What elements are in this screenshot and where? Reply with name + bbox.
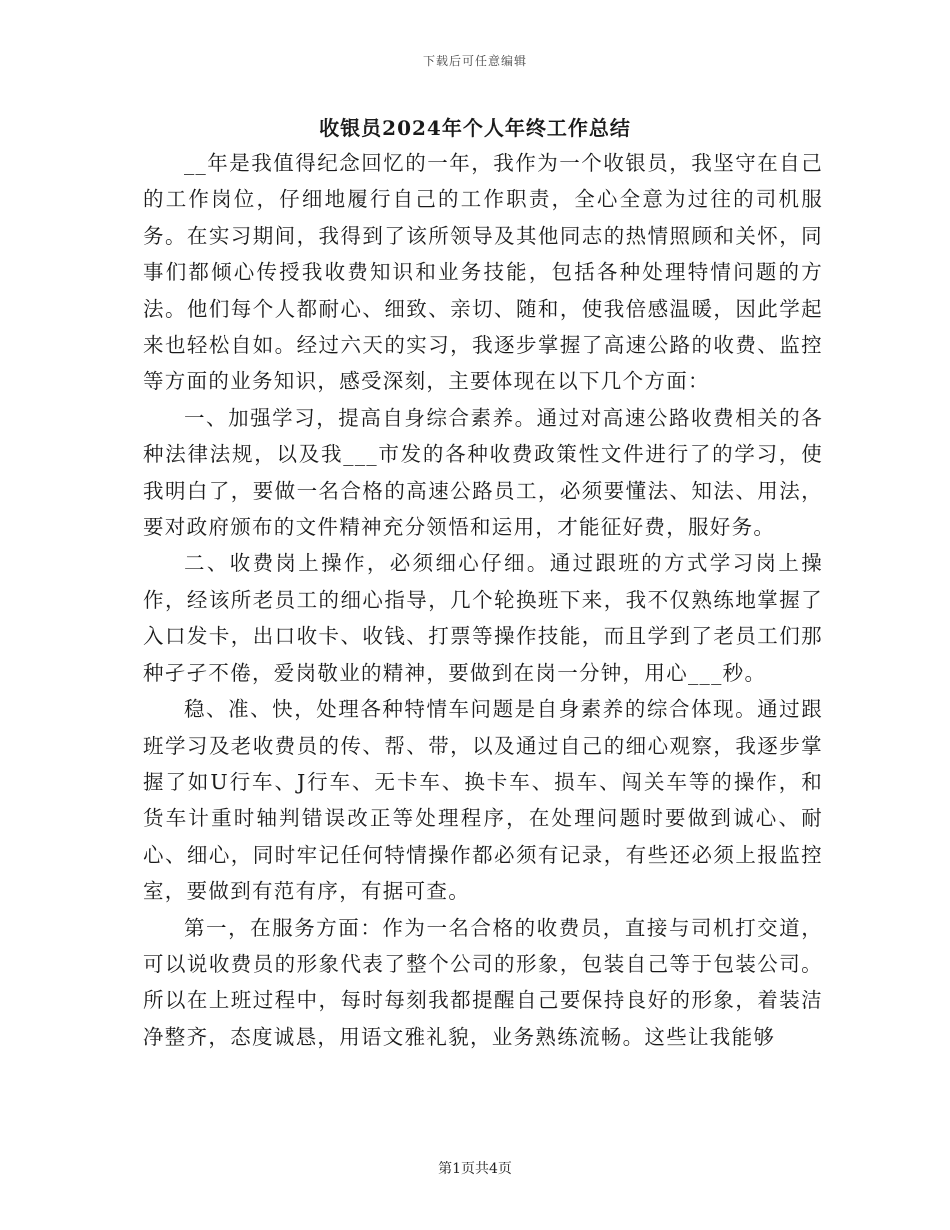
paragraph: 第一，在服务方面：作为一名合格的收费员，直接与司机打交道，可以说收费员的形象代表了整个公司的形象，包装自己等于包装公司。所以在上班过程中，每时每刻我都提醒自己要保持良好的形象，着装洁净整齐，态度诚恳，用语文雅礼貌，业务熟练流畅。这些让我能够 — [143, 915, 823, 1049]
paragraph: 稳、准、快，处理各种特情车问题是自身素养的综合体现。通过跟班学习及老收费员的传、帮、带，以及通过自己的细心观察，我逐步掌握了如U行车、J行车、无卡车、换卡车、损车、闯关车等的操作，和货车计重时轴判错误改正等处理程序，在处理问题时要做到诚心、耐心、细心，同时牢记任何特情操作都必须有记录，有些还必须上报监控室，要做到有范有序，有据可查。 — [143, 697, 823, 904]
page-number: 第1页共4页 — [438, 1161, 512, 1177]
document-title: 收银员2024年个人年终工作总结 — [319, 116, 631, 140]
document-body — [143, 145, 823, 1055]
paragraph: __年是我值得纪念回忆的一年，我作为一个收银员，我坚守在自己的工作岗位，仔细地履行自己的工作职责，全心全意为过往的司机服务。在实习期间，我得到了该所领导及其他同志的热情照顾和关怀，同事们都倾心传授我收费知识和业务技能，包括各种处理特情问题的方法。他们每个人都耐心、细致、亲切、随和，使我倍感温暖，因此学起来也轻松自如。经过六天的实习，我逐步掌握了高速公路的收费、监控等方面的业务知识，感受深刻，主要体现在以下几个方面： — [143, 151, 823, 394]
header-note: 下载后可任意编辑 — [422, 54, 527, 68]
paragraph: 二、收费岗上操作，必须细心仔细。通过跟班的方式学习岗上操作，经该所老员工的细心指导，几个轮换班下来，我不仅熟练地掌握了入口发卡，出口收卡、收钱、打票等操作技能，而且学到了老员工们那种孑孑不倦，爱岗敬业的精神，要做到在岗一分钟，用心___秒。 — [143, 551, 823, 685]
paragraph: 一、加强学习，提高自身综合素养。通过对高速公路收费相关的各种法律法规，以及我___市发的各种收费政策性文件进行了的学习，使我明白了，要做一名合格的高速公路员工，必须要懂法、知法、用法，要对政府颁布的文件精神充分领悟和运用，才能征好费，服好务。 — [143, 405, 823, 540]
